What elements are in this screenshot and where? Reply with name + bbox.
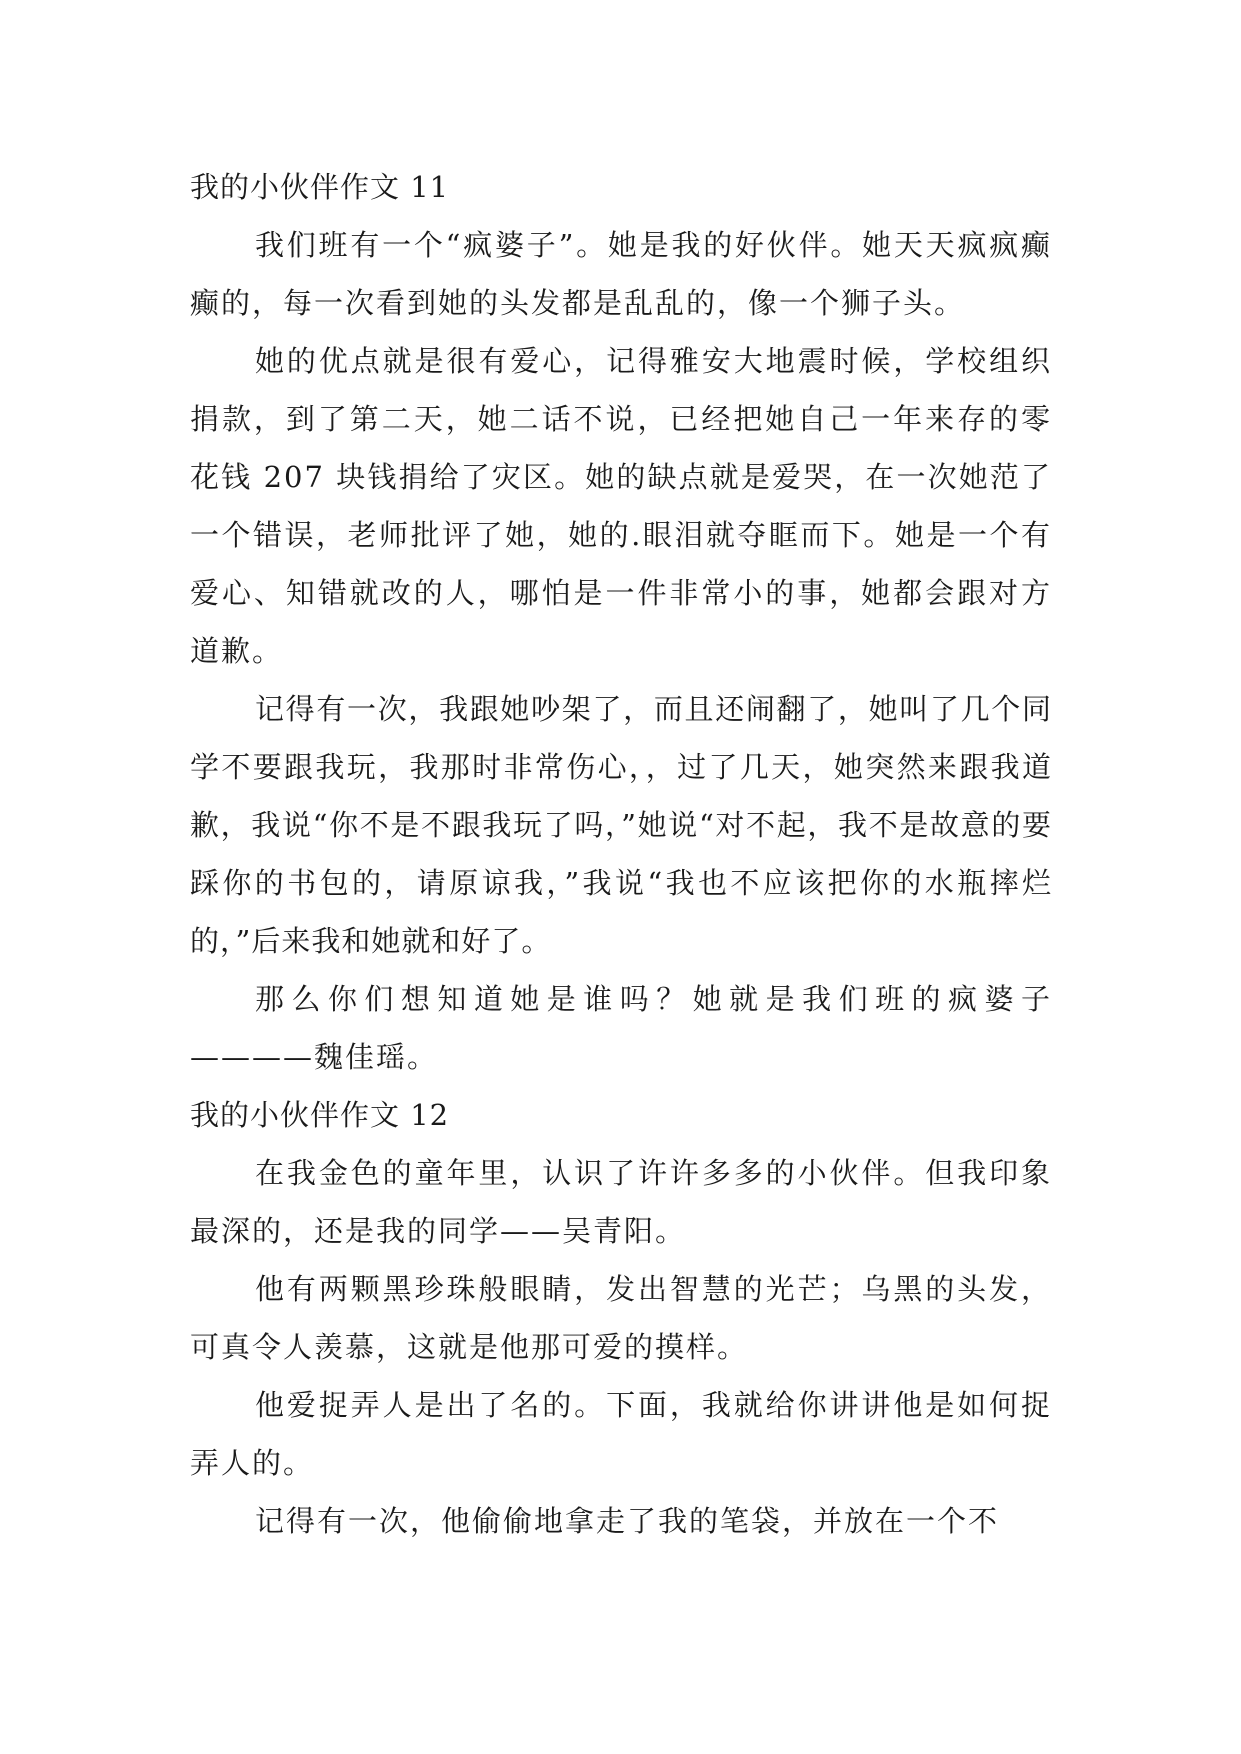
- essay-11-paragraph-4: 那么你们想知道她是谁吗？她就是我们班的疯婆子————魏佳瑶。: [190, 982, 1052, 1074]
- essay-12-paragraph-3: 他爱捉弄人是出了名的。下面，我就给你讲讲他是如何捉弄人的。: [190, 1388, 1052, 1480]
- essay-11-paragraph-1: 我们班有一个“疯婆子”。她是我的好伙伴。她天天疯疯癫癫的，每一次看到她的头发都是乱乱的，像一个狮子头。: [190, 228, 1052, 320]
- document-body: [190, 158, 1052, 1550]
- essay-12-paragraph-2: 他有两颗黑珍珠般眼睛，发出智慧的光芒；乌黑的头发，可真令人羡慕，这就是他那可爱的摸样。: [190, 1272, 1052, 1364]
- essay-11-paragraph-2: 她的优点就是很有爱心，记得雅安大地震时候，学校组织捐款，到了第二天，她二话不说，已经把她自己一年来存的零花钱 207 块钱捐给了灾区。她的缺点就是爱哭，在一次她范了一个错误，老师批评了她，她的.眼泪就夺眶而下。她是一个有爱心、知错就改的人，哪怕是一件非常小的事，她都会跟对方道歉。: [190, 344, 1052, 668]
- essay-12-paragraph-1: 在我金色的童年里，认识了许许多多的小伙伴。但我印象最深的，还是我的同学——吴青阳。: [190, 1156, 1052, 1248]
- essay-12-paragraph-4: 记得有一次，他偷偷地拿走了我的笔袋，并放在一个不: [255, 1504, 1000, 1538]
- essay-title-12: 我的小伙伴作文 12: [190, 1098, 450, 1132]
- essay-11-paragraph-3: 记得有一次，我跟她吵架了，而且还闹翻了，她叫了几个同学不要跟我玩，我那时非常伤心，，过了几天，她突然来跟我道歉，我说“你不是不跟我玩了吗，”她说“对不起，我不是故意的要踩你的书包的，请原谅我，”我说“我也不应该把你的水瓶摔烂的，”后来我和她就和好了。: [190, 692, 1052, 958]
- essay-title-11: 我的小伙伴作文 11: [190, 170, 450, 204]
